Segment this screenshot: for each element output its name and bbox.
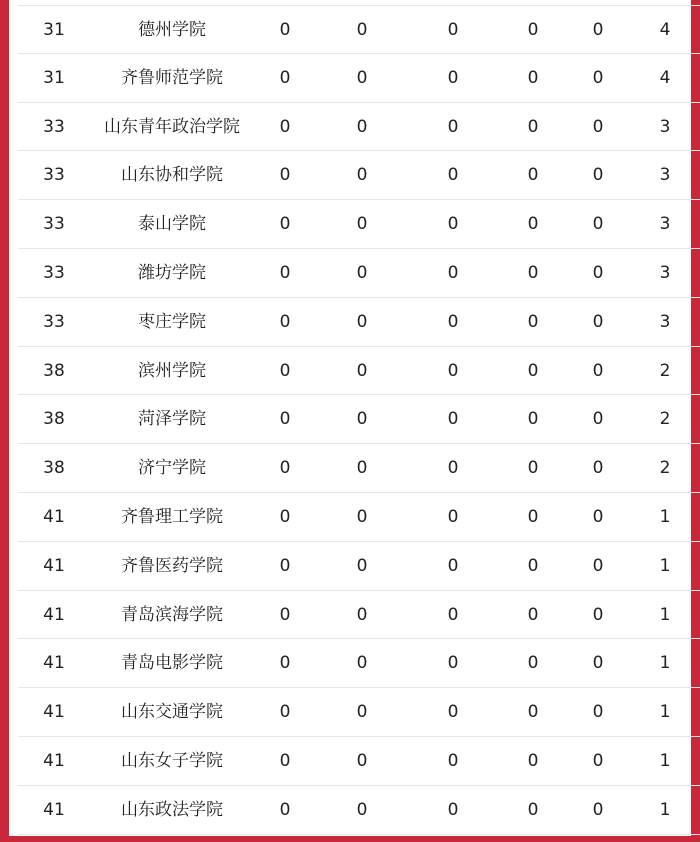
value-cell-5: 0 <box>592 116 604 137</box>
value-cell-2: 0 <box>356 20 368 40</box>
total-cell: 1 <box>659 653 671 674</box>
school-name-cell: 齐鲁医药学院 <box>121 555 223 576</box>
value-cell-4: 0 <box>527 653 539 674</box>
school-name-cell: 山东协和学院 <box>121 165 223 186</box>
value-cell-3: 0 <box>447 653 459 674</box>
value-cell-3: 0 <box>447 409 459 430</box>
value-cell-2: 0 <box>356 604 368 625</box>
total-cell: 1 <box>659 799 671 820</box>
value-cell-5: 0 <box>592 214 604 235</box>
value-cell-4: 0 <box>527 750 539 771</box>
value-cell-2: 0 <box>356 360 368 381</box>
rank-cell: 41 <box>43 799 65 820</box>
value-cell-3: 0 <box>447 799 459 820</box>
value-cell-1: 0 <box>279 555 291 576</box>
value-cell-1: 0 <box>279 653 291 674</box>
value-cell-4: 0 <box>527 214 539 235</box>
ranking-table <box>18 5 700 835</box>
rank-cell: 41 <box>43 506 65 527</box>
school-name-cell: 齐鲁师范学院 <box>121 67 223 88</box>
school-name-cell: 青岛滨海学院 <box>121 604 223 625</box>
value-cell-3: 0 <box>447 165 459 186</box>
value-cell-4: 0 <box>527 555 539 576</box>
value-cell-1: 0 <box>279 262 291 283</box>
value-cell-2: 0 <box>356 165 368 186</box>
rank-cell: 38 <box>43 409 65 430</box>
rank-cell: 33 <box>43 116 65 137</box>
value-cell-2: 0 <box>356 702 368 723</box>
value-cell-5: 0 <box>592 409 604 430</box>
value-cell-4: 0 <box>527 506 539 527</box>
rank-cell: 33 <box>43 262 65 283</box>
value-cell-2: 0 <box>356 799 368 820</box>
school-name-cell: 山东政法学院 <box>121 799 223 820</box>
value-cell-3: 0 <box>447 67 459 88</box>
table-row <box>18 542 700 591</box>
value-cell-1: 0 <box>279 311 291 332</box>
value-cell-3: 0 <box>447 360 459 381</box>
table-row <box>18 591 700 640</box>
total-cell: 1 <box>659 604 671 625</box>
value-cell-4: 0 <box>527 262 539 283</box>
school-name-cell: 滨州学院 <box>138 360 206 381</box>
table-row <box>18 151 700 200</box>
value-cell-3: 0 <box>447 604 459 625</box>
total-cell: 1 <box>659 750 671 771</box>
table-row <box>18 347 700 396</box>
value-cell-1: 0 <box>279 67 291 88</box>
table-row <box>18 493 700 542</box>
value-cell-1: 0 <box>279 604 291 625</box>
school-name-cell: 枣庄学院 <box>138 311 206 332</box>
value-cell-2: 0 <box>356 311 368 332</box>
table-row <box>18 639 700 688</box>
total-cell: 1 <box>659 506 671 527</box>
total-cell: 1 <box>659 702 671 723</box>
value-cell-1: 0 <box>279 214 291 235</box>
rank-cell: 41 <box>43 604 65 625</box>
total-cell: 3 <box>659 116 671 137</box>
table-row <box>18 298 700 347</box>
table-row <box>18 54 700 103</box>
value-cell-4: 0 <box>527 165 539 186</box>
rank-cell: 41 <box>43 653 65 674</box>
value-cell-5: 0 <box>592 799 604 820</box>
rank-cell: 38 <box>43 360 65 381</box>
total-cell: 2 <box>659 409 671 430</box>
table-row <box>18 200 700 249</box>
value-cell-4: 0 <box>527 67 539 88</box>
value-cell-5: 0 <box>592 506 604 527</box>
total-cell: 4 <box>659 20 671 40</box>
table-row <box>18 688 700 737</box>
value-cell-3: 0 <box>447 702 459 723</box>
value-cell-3: 0 <box>447 214 459 235</box>
total-cell: 2 <box>659 458 671 479</box>
value-cell-4: 0 <box>527 311 539 332</box>
value-cell-2: 0 <box>356 506 368 527</box>
value-cell-5: 0 <box>592 555 604 576</box>
rank-cell: 38 <box>43 458 65 479</box>
total-cell: 4 <box>659 67 671 88</box>
value-cell-2: 0 <box>356 458 368 479</box>
total-cell: 3 <box>659 165 671 186</box>
table-row <box>18 5 700 54</box>
value-cell-1: 0 <box>279 409 291 430</box>
table-row <box>18 249 700 298</box>
value-cell-2: 0 <box>356 262 368 283</box>
value-cell-3: 0 <box>447 116 459 137</box>
value-cell-5: 0 <box>592 165 604 186</box>
table-row <box>18 444 700 493</box>
school-name-cell: 潍坊学院 <box>138 262 206 283</box>
value-cell-5: 0 <box>592 604 604 625</box>
value-cell-3: 0 <box>447 311 459 332</box>
value-cell-4: 0 <box>527 116 539 137</box>
school-name-cell: 山东交通学院 <box>121 702 223 723</box>
school-name-cell: 齐鲁理工学院 <box>121 506 223 527</box>
school-name-cell: 泰山学院 <box>138 214 206 235</box>
value-cell-5: 0 <box>592 653 604 674</box>
rank-cell: 33 <box>43 214 65 235</box>
school-name-cell: 青岛电影学院 <box>121 653 223 674</box>
rank-cell: 33 <box>43 311 65 332</box>
value-cell-3: 0 <box>447 262 459 283</box>
total-cell: 2 <box>659 360 671 381</box>
rank-cell: 31 <box>43 20 65 40</box>
school-name-cell: 山东青年政治学院 <box>104 116 240 137</box>
table-row <box>18 395 700 444</box>
rank-cell: 41 <box>43 555 65 576</box>
value-cell-4: 0 <box>527 360 539 381</box>
value-cell-2: 0 <box>356 653 368 674</box>
value-cell-1: 0 <box>279 506 291 527</box>
value-cell-1: 0 <box>279 702 291 723</box>
value-cell-3: 0 <box>447 506 459 527</box>
value-cell-1: 0 <box>279 458 291 479</box>
school-name-cell: 山东女子学院 <box>121 750 223 771</box>
value-cell-5: 0 <box>592 311 604 332</box>
value-cell-2: 0 <box>356 555 368 576</box>
total-cell: 3 <box>659 214 671 235</box>
value-cell-3: 0 <box>447 750 459 771</box>
value-cell-2: 0 <box>356 214 368 235</box>
value-cell-5: 0 <box>592 20 604 40</box>
value-cell-1: 0 <box>279 20 291 40</box>
value-cell-4: 0 <box>527 409 539 430</box>
value-cell-4: 0 <box>527 458 539 479</box>
value-cell-1: 0 <box>279 799 291 820</box>
total-cell: 3 <box>659 262 671 283</box>
total-cell: 1 <box>659 555 671 576</box>
table-viewport <box>18 0 700 836</box>
value-cell-5: 0 <box>592 67 604 88</box>
value-cell-3: 0 <box>447 20 459 40</box>
total-cell: 3 <box>659 311 671 332</box>
rank-cell: 31 <box>43 67 65 88</box>
rank-cell: 33 <box>43 165 65 186</box>
value-cell-5: 0 <box>592 702 604 723</box>
value-cell-2: 0 <box>356 409 368 430</box>
school-name-cell: 济宁学院 <box>138 458 206 479</box>
value-cell-2: 0 <box>356 750 368 771</box>
value-cell-4: 0 <box>527 604 539 625</box>
value-cell-4: 0 <box>527 20 539 40</box>
value-cell-5: 0 <box>592 262 604 283</box>
value-cell-1: 0 <box>279 360 291 381</box>
rank-cell: 41 <box>43 702 65 723</box>
value-cell-5: 0 <box>592 750 604 771</box>
value-cell-2: 0 <box>356 67 368 88</box>
value-cell-3: 0 <box>447 555 459 576</box>
table-row <box>18 786 700 835</box>
value-cell-4: 0 <box>527 799 539 820</box>
value-cell-1: 0 <box>279 750 291 771</box>
value-cell-5: 0 <box>592 458 604 479</box>
rank-cell: 41 <box>43 750 65 771</box>
value-cell-2: 0 <box>356 116 368 137</box>
value-cell-5: 0 <box>592 360 604 381</box>
school-name-cell: 德州学院 <box>138 20 206 40</box>
value-cell-4: 0 <box>527 702 539 723</box>
value-cell-1: 0 <box>279 165 291 186</box>
table-row <box>18 103 700 152</box>
value-cell-3: 0 <box>447 458 459 479</box>
value-cell-1: 0 <box>279 116 291 137</box>
school-name-cell: 菏泽学院 <box>138 409 206 430</box>
table-row <box>18 737 700 786</box>
